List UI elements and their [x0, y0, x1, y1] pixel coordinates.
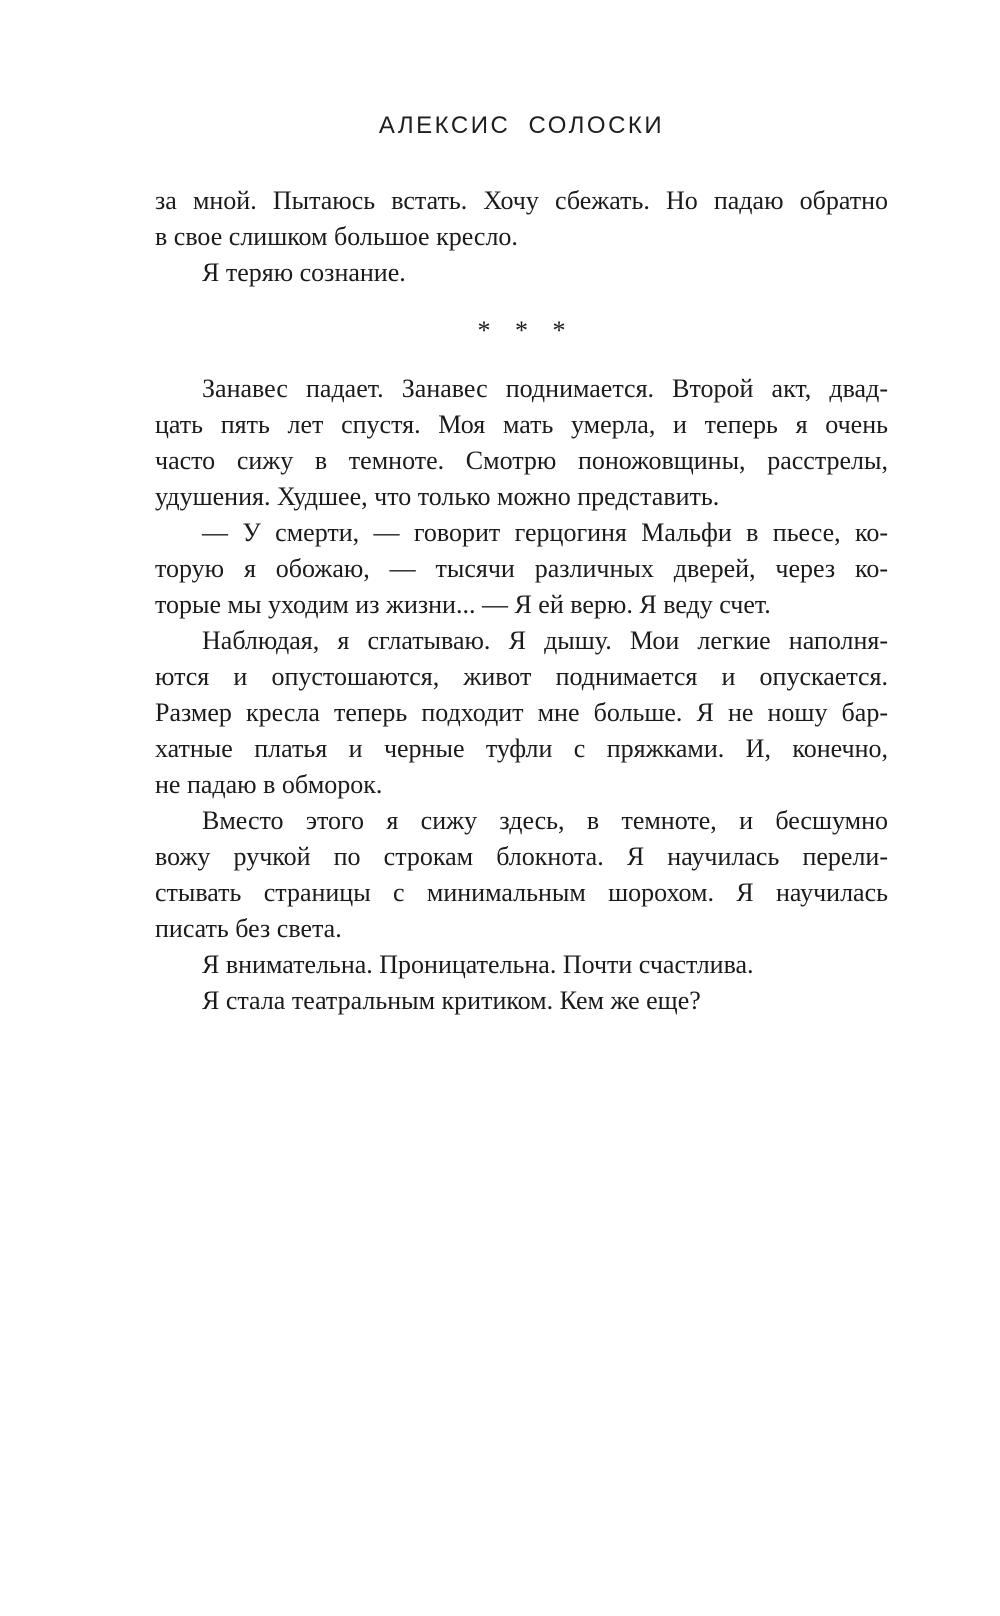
text-line: хатные платья и черные туфли с пряжками. И, конечно, [155, 734, 888, 763]
text-line: Размер кресла теперь подходит мне больше. Я не ношу бар- [155, 698, 888, 727]
text-line: стывать страницы с минимальным шорохом. Я научилась [155, 878, 888, 907]
running-header: АЛЕКСИС СОЛОСКИ [378, 112, 665, 139]
text-line: Занавес падает. Занавес поднимается. Второй акт, двад- [202, 374, 888, 403]
text-line: писать без света. [155, 914, 342, 943]
text-line: не падаю в обморок. [155, 770, 383, 799]
page-text [155, 183, 888, 1019]
text-line: торые мы уходим из жизни... — Я ей верю. Я веду счет. [155, 590, 771, 619]
text-line: Я внимательна. Проницательна. Почти счастлива. [202, 950, 754, 979]
text-line: Наблюдая, я сглатываю. Я дышу. Мои легкие наполня- [202, 626, 888, 655]
text-line: ются и опустошаются, живот поднимается и опускается. [155, 662, 888, 691]
text-line: за мной. Пытаюсь встать. Хочу сбежать. Но падаю обратно [155, 186, 888, 215]
text-line: часто сижу в темноте. Смотрю поножовщины, расстрелы, [155, 446, 888, 475]
text-line: Вместо этого я сижу здесь, в темноте, и бесшумно [202, 806, 888, 835]
text-line: Я теряю сознание. [202, 258, 406, 287]
text-line: удушения. Худшее, что только можно представить. [155, 482, 720, 511]
text-line: цать пять лет спустя. Моя мать умерла, и теперь я очень [155, 410, 888, 439]
text-line: вожу ручкой по строкам блокнота. Я научилась перели- [155, 842, 888, 871]
text-line: — У смерти, — говорит герцогиня Мальфи в пьесе, ко- [202, 518, 888, 547]
text-line: Я стала театральным критиком. Кем же еще? [202, 986, 701, 1015]
section-separator: * * * [477, 316, 575, 345]
text-line: торую я обожаю, — тысячи различных дверей, через ко- [155, 554, 888, 583]
text-line: в свое слишком большое кресло. [155, 222, 518, 251]
